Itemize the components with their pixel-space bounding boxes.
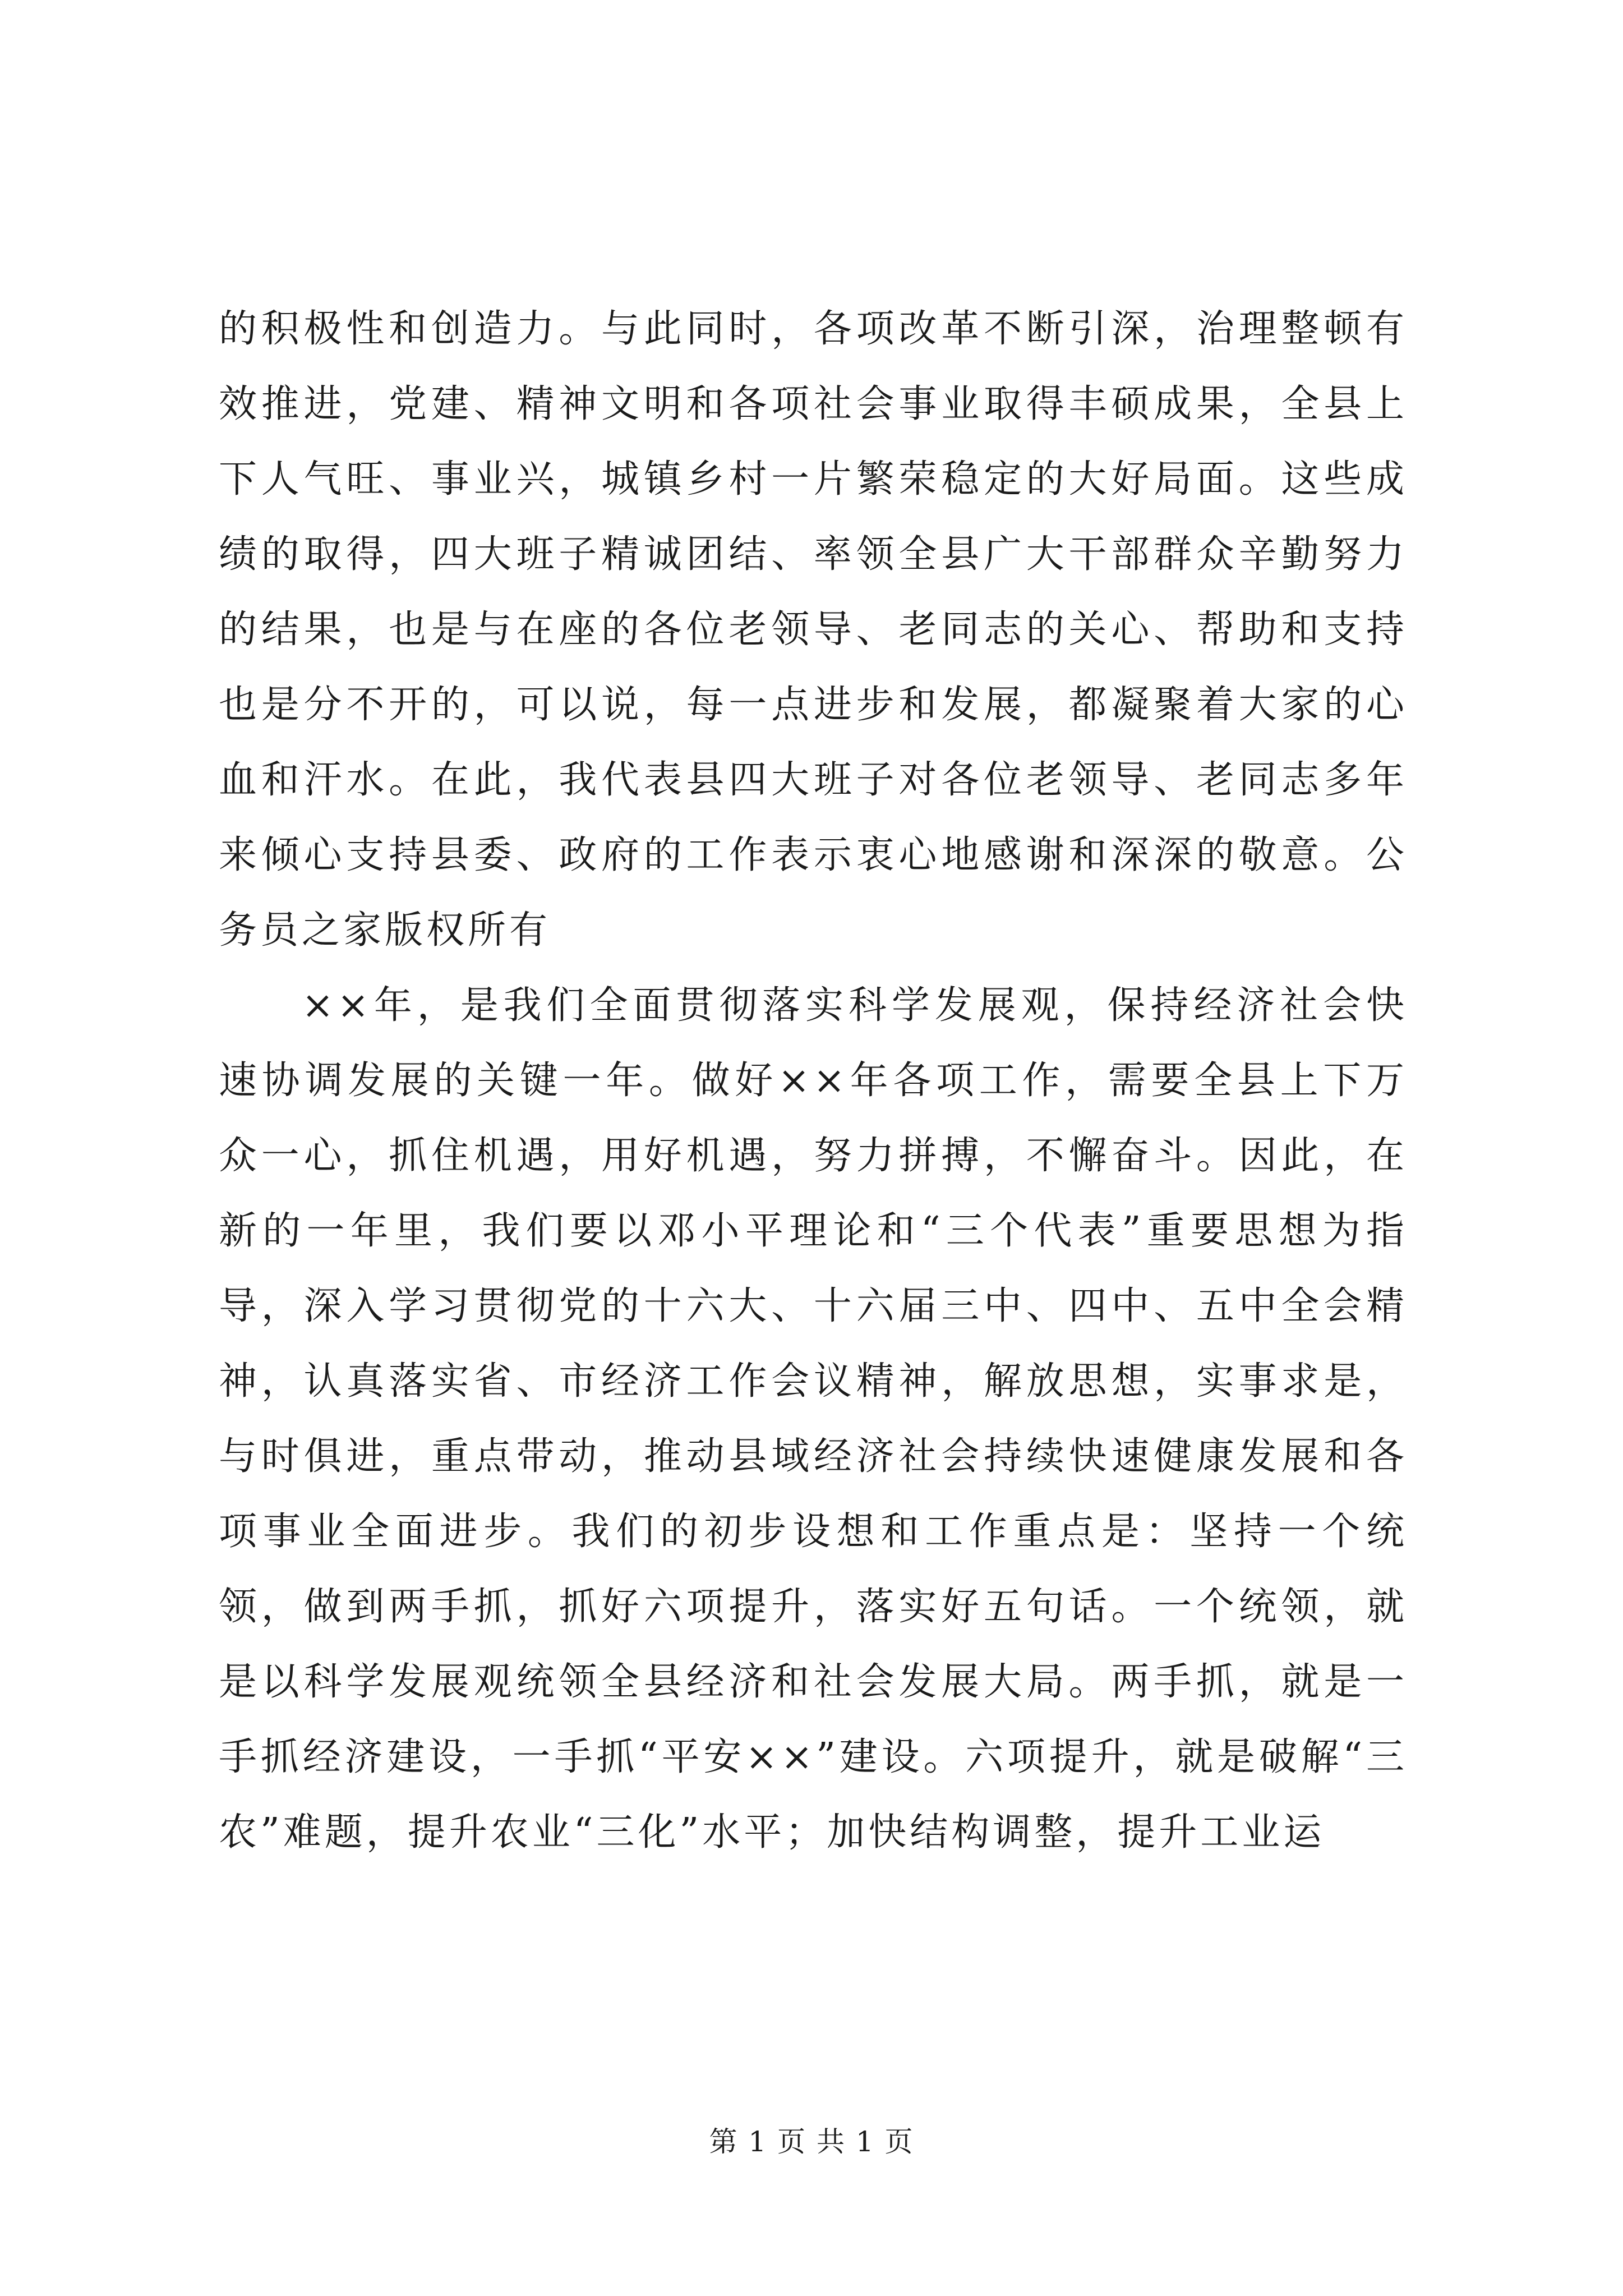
- paragraph: ××年，是我们全面贯彻落实科学发展观，保持经济社会快速协调发展的关键一年。做好××年各项工作，需要全县上下万众一心，抓住机遇，用好机遇，努力拼搏，不懈奋斗。因此，在新的一年里，我们要以邓小平理论和“三个代表”重要思想为指导，深入学习贯彻党的十六大、十六届三中、四中、五中全会精神，认真落实省、市经济工作会议精神，解放思想，实事求是，与时俱进，重点带动，推动县域经济社会持续快速健康发展和各项事业全面进步。我们的初步设想和工作重点是：坚持一个统领，做到两手抓，抓好六项提升，落实好五句话。一个统领，就是以科学发展观统领全县经济和社会发展大局。两手抓，就是一手抓经济建设，一手抓“平安××”建设。六项提升，就是破解“三农”难题，提升农业“三化”水平；加快结构调整，提升工业运: [219, 983, 1408, 1855]
- page-footer: 第 1 页 共 1 页: [709, 2125, 914, 2158]
- paragraph-continued: 的积极性和创造力。与此同时，各项改革不断引深，治理整顿有效推进，党建、精神文明和各项社会事业取得丰硕成果，全县上下人气旺、事业兴，城镇乡村一片繁荣稳定的大好局面。这些成绩的取得，四大班子精诚团结、率领全县广大干部群众辛勤努力的结果，也是与在座的各位老领导、老同志的关心、帮助和支持也是分不开的，可以说，每一点进步和发展，都凝聚着大家的心血和汗水。在此，我代表县四大班子对各位老领导、老同志多年来倾心支持县委、政府的工作表示衷心地感谢和深深的敬意。公务员之家版权所有: [219, 307, 1408, 953]
- document-body: [219, 292, 1408, 1870]
